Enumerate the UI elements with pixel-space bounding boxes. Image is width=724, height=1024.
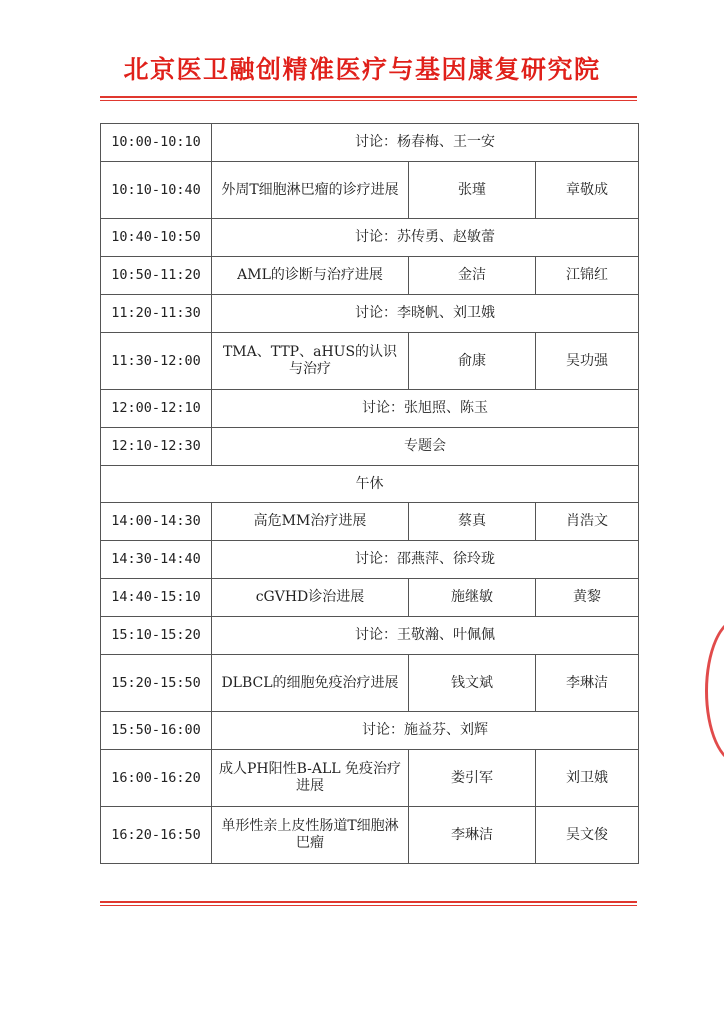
speaker-cell: 张瑾 — [409, 162, 536, 219]
chair-cell: 江锦红 — [536, 257, 639, 295]
footer-divider — [100, 901, 637, 906]
chair-cell: 吴功强 — [536, 333, 639, 390]
table-row — [101, 428, 639, 466]
time-cell: 16:00-16:20 — [101, 750, 212, 807]
speaker-cell: 李琳洁 — [409, 807, 536, 864]
time-cell: 14:40-15:10 — [101, 579, 212, 617]
official-seal-stamp — [705, 618, 724, 764]
speaker-cell: 俞康 — [409, 333, 536, 390]
lunch-break-cell: 午休 — [101, 466, 639, 503]
time-cell: 15:50-16:00 — [101, 712, 212, 750]
time-cell: 10:40-10:50 — [101, 219, 212, 257]
speaker-cell: 蔡真 — [409, 503, 536, 541]
table-row — [101, 579, 639, 617]
table-row — [101, 257, 639, 295]
time-cell: 14:00-14:30 — [101, 503, 212, 541]
topic-cell: 成人PH阳性B-ALL 免疫治疗进展 — [212, 750, 409, 807]
time-cell: 11:30-12:00 — [101, 333, 212, 390]
table-row — [101, 503, 639, 541]
topic-cell: TMA、TTP、aHUS的认识与治疗 — [212, 333, 409, 390]
topic-cell: 高危MM治疗进展 — [212, 503, 409, 541]
speaker-cell: 娄引军 — [409, 750, 536, 807]
discussion-cell: 讨论：李晓帆、刘卫娥 — [212, 295, 639, 333]
table-row — [101, 807, 639, 864]
table-row — [101, 617, 639, 655]
document-title: 北京医卫融创精准医疗与基因康复研究院 — [123, 55, 601, 84]
chair-cell: 肖浩文 — [536, 503, 639, 541]
table-row — [101, 466, 639, 503]
table-row — [101, 750, 639, 807]
session-cell: 专题会 — [212, 428, 639, 466]
discussion-cell: 讨论：张旭照、陈玉 — [212, 390, 639, 428]
time-cell: 10:10-10:40 — [101, 162, 212, 219]
topic-cell: 单形性亲上皮性肠道T细胞淋巴瘤 — [212, 807, 409, 864]
schedule-table — [100, 123, 639, 864]
time-cell: 12:10-12:30 — [101, 428, 212, 466]
header-divider — [100, 96, 637, 101]
table-row — [101, 162, 639, 219]
discussion-cell: 讨论：施益芬、刘辉 — [212, 712, 639, 750]
chair-cell: 李琳洁 — [536, 655, 639, 712]
topic-cell: cGVHD诊治进展 — [212, 579, 409, 617]
discussion-cell: 讨论：邵燕萍、徐玲珑 — [212, 541, 639, 579]
time-cell: 14:30-14:40 — [101, 541, 212, 579]
time-cell: 15:10-15:20 — [101, 617, 212, 655]
table-row — [101, 333, 639, 390]
discussion-cell: 讨论：王敬瀚、叶佩佩 — [212, 617, 639, 655]
topic-cell: DLBCL的细胞免疫治疗进展 — [212, 655, 409, 712]
time-cell: 10:50-11:20 — [101, 257, 212, 295]
time-cell: 12:00-12:10 — [101, 390, 212, 428]
speaker-cell: 金洁 — [409, 257, 536, 295]
table-row — [101, 655, 639, 712]
table-row — [101, 124, 639, 162]
table-row — [101, 390, 639, 428]
speaker-cell: 施继敏 — [409, 579, 536, 617]
topic-cell: 外周T细胞淋巴瘤的诊疗进展 — [212, 162, 409, 219]
speaker-cell: 钱文斌 — [409, 655, 536, 712]
chair-cell: 黄黎 — [536, 579, 639, 617]
time-cell: 15:20-15:50 — [101, 655, 212, 712]
discussion-cell: 讨论：苏传勇、赵敏蕾 — [212, 219, 639, 257]
discussion-cell: 讨论：杨春梅、王一安 — [212, 124, 639, 162]
chair-cell: 刘卫娥 — [536, 750, 639, 807]
chair-cell: 吴文俊 — [536, 807, 639, 864]
table-row — [101, 219, 639, 257]
time-cell: 16:20-16:50 — [101, 807, 212, 864]
table-row — [101, 712, 639, 750]
table-row — [101, 541, 639, 579]
table-row — [101, 295, 639, 333]
time-cell: 11:20-11:30 — [101, 295, 212, 333]
chair-cell: 章敬成 — [536, 162, 639, 219]
time-cell: 10:00-10:10 — [101, 124, 212, 162]
topic-cell: AML的诊断与治疗进展 — [212, 257, 409, 295]
